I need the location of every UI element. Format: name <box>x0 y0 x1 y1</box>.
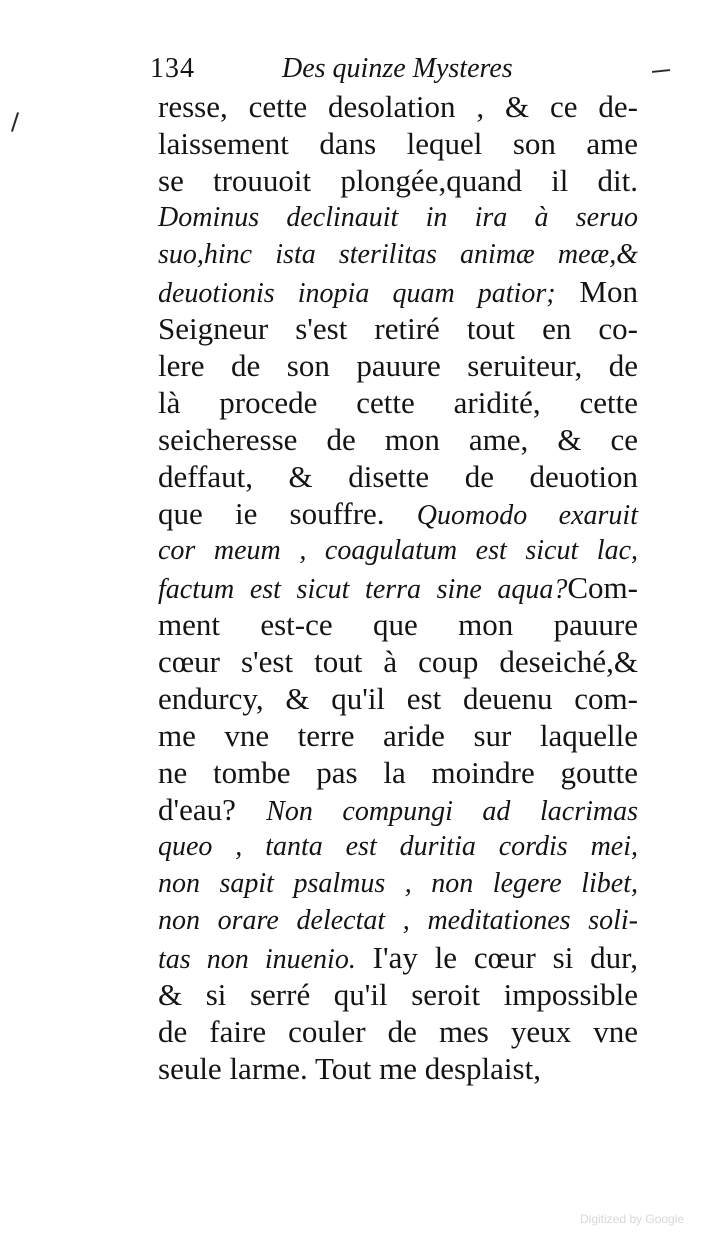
watermark: Digitized by Google <box>580 1212 685 1226</box>
text-line <box>158 495 638 532</box>
latin-quotation: Quomodo exaruit <box>416 500 638 531</box>
text-line <box>158 569 638 606</box>
text-line: suo,hinc ista sterilitas animæ meæ,& <box>158 239 638 270</box>
text-line: seule larme. Tout me desplaist, <box>158 1051 541 1086</box>
text-line <box>158 791 638 828</box>
latin-quotation: deuotionis inopia quam patior; <box>158 278 556 309</box>
text-line: me vne terre aride sur laquelle <box>158 718 638 753</box>
text-line: endurcy, & qu'il est deuenu com- <box>158 681 638 716</box>
text-line: Seigneur s'est retiré tout en co- <box>158 311 638 346</box>
latin-quotation: Non compungi ad lacrimas <box>266 796 638 827</box>
text-line <box>158 939 638 976</box>
text-line: de faire couler de mes yeux vne <box>158 1014 638 1049</box>
text-line: non orare delectat , meditationes soli- <box>158 905 638 936</box>
french-text: Com- <box>567 570 638 605</box>
text-line <box>158 273 638 310</box>
french-text: d'eau? <box>158 792 267 827</box>
text-line: lere de son pauure seruiteur, de <box>158 348 638 383</box>
text-line: là procede cette aridité, cette <box>158 385 638 420</box>
body-text <box>158 88 638 1087</box>
page-number: 134 <box>150 53 195 84</box>
text-line: laissement dans lequel son ame <box>158 126 638 161</box>
running-header <box>150 52 620 86</box>
text-line: non sapit psalmus , non legere libet, <box>158 868 638 899</box>
text-line: deffaut, & disette de deuotion <box>158 459 638 494</box>
french-text: I'ay le cœur si dur, <box>355 940 638 975</box>
latin-quotation: tas non inuenio. <box>158 944 356 975</box>
text-line: se trouuoit plongée,quand il dit. <box>158 163 638 198</box>
scan-speck <box>11 112 19 132</box>
scan-speck <box>652 69 670 73</box>
text-line: ne tombe pas la moindre goutte <box>158 755 638 790</box>
text-line: & si serré qu'il seroit impossible <box>158 977 638 1012</box>
running-title: Des quinze Mysteres <box>282 53 513 84</box>
text-line: cœur s'est tout à coup deseiché,& <box>158 644 638 679</box>
text-line: seicheresse de mon ame, & ce <box>158 422 638 457</box>
text-line: resse, cette desolation , & ce de- <box>158 89 638 124</box>
text-line: Dominus declinauit in ira à seruo <box>158 202 638 233</box>
text-line: ment est-ce que mon pauure <box>158 607 638 642</box>
latin-quotation: factum est sicut terra sine aqua? <box>158 574 568 605</box>
french-text: Mon <box>555 274 638 309</box>
text-line: cor meum , coagulatum est sicut lac, <box>158 535 638 566</box>
text-line: queo , tanta est duritia cordis mei, <box>158 831 638 862</box>
french-text: que ie souffre. <box>158 496 417 531</box>
